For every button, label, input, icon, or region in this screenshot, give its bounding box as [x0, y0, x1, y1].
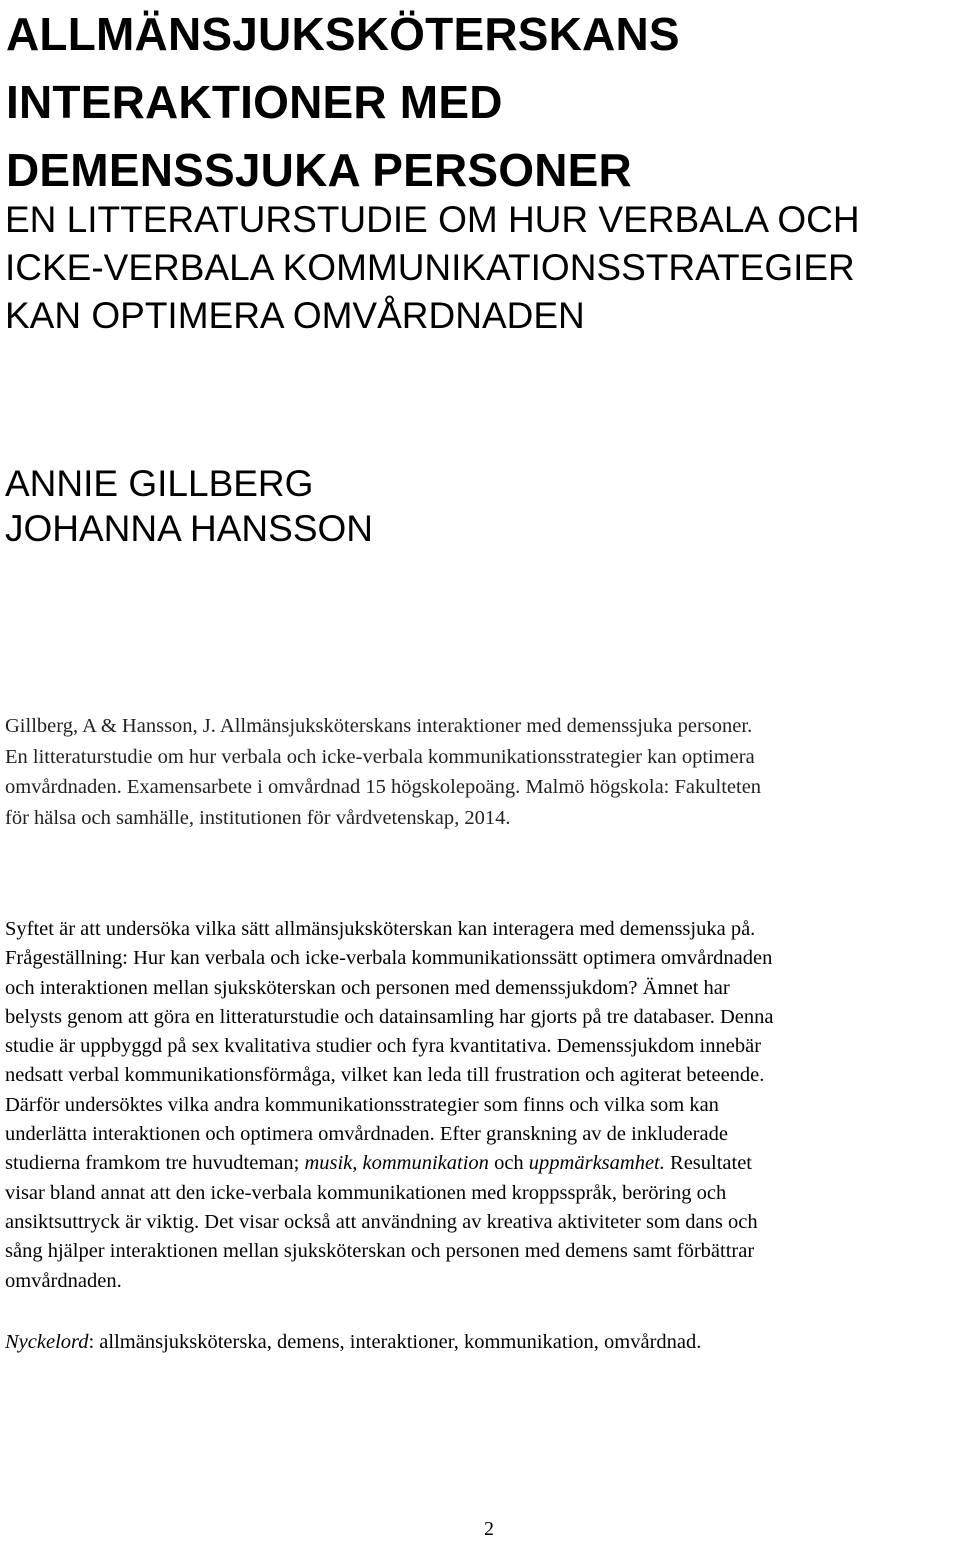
- abstract-line: Därför undersöktes vilka andra kommunikationsstrategier som finns och vilka som kan: [5, 1093, 719, 1116]
- subtitle-line: EN LITTERATURSTUDIE OM HUR VERBALA OCH: [5, 199, 860, 240]
- page-number: 2: [484, 1518, 494, 1540]
- citation-line: Gillberg, A & Hansson, J. Allmänsjuksköterskans interaktioner med demenssjuka personer.: [5, 715, 753, 737]
- title-line: DEMENSSJUKA PERSONER: [6, 144, 632, 196]
- themes-outro: Resultatet: [664, 1152, 752, 1175]
- author-name: ANNIE GILLBERG: [5, 463, 314, 504]
- document-subtitle: [5, 196, 860, 340]
- abstract-line: nedsatt verbal kommunikationsförmåga, vilket kan leda till frustration och agiterat beteende.: [5, 1064, 765, 1087]
- abstract-line: och interaktionen mellan sjuksköterskan och personen med demenssjukdom? Ämnet har: [5, 976, 730, 999]
- themes-conjunction: och: [488, 1152, 529, 1175]
- theme-music-communication: musik, kommunikation: [304, 1152, 489, 1175]
- abstract-line: belysts genom att göra en litteraturstudie och datainsamling har gjorts på tre databaser. Denna: [5, 1005, 774, 1028]
- author-name: JOHANNA HANSSON: [5, 508, 374, 549]
- author-list: [5, 461, 373, 551]
- abstract-line: visar bland annat att den icke-verbala kommunikationen med kroppsspråk, beröring och: [5, 1181, 727, 1204]
- citation-line: för hälsa och samhälle, institutionen för vårdvetenskap, 2014.: [5, 806, 511, 829]
- document-title: [6, 0, 680, 204]
- abstract-line: ansiktsuttryck är viktig. Det visar också att användning av kreativa aktiviteter som dans och: [5, 1210, 758, 1233]
- abstract-line: studie är uppbyggd på sex kvalitativa studier och fyra kvantitativa. Demenssjukdom innebär: [5, 1035, 762, 1058]
- abstract-line: sång hjälper interaktionen mellan sjuksköterskan och personen med demens samt förbättrar: [5, 1240, 755, 1263]
- citation-paragraph: [5, 711, 957, 833]
- abstract-line: Syftet är att undersöka vilka sätt allmänsjuksköterskan kan interagera med demenssjuka på.: [5, 918, 756, 940]
- abstract-line: underlätta interaktionen och optimera omvårdnaden. Efter granskning av de inkluderade: [5, 1123, 728, 1146]
- citation-line: En litteraturstudie om hur verbala och icke-verbala kommunikationsstrategier kan optimera: [5, 745, 755, 768]
- abstract-themes-line: [5, 1149, 957, 1178]
- abstract-line: omvårdnaden.: [5, 1269, 122, 1292]
- title-line: ALLMÄNSJUKSKÖTERSKANS: [6, 8, 680, 60]
- title-line: INTERAKTIONER MED: [6, 76, 503, 128]
- subtitle-line: ICKE-VERBALA KOMMUNIKATIONSSTRATEGIER: [5, 247, 855, 288]
- subtitle-line: KAN OPTIMERA OMVÅRDNADEN: [5, 295, 585, 336]
- citation-line: omvårdnaden. Examensarbete i omvårdnad 15 högskolepoäng. Malmö högskola: Fakulteten: [5, 776, 762, 798]
- theme-attention: uppmärksamhet.: [528, 1152, 665, 1175]
- keywords-line: [5, 1327, 701, 1357]
- abstract-paragraph: [5, 915, 957, 1296]
- abstract-line: Frågeställning: Hur kan verbala och icke-verbala kommunikationssätt optimera omvårdnaden: [5, 947, 773, 970]
- themes-intro: studierna framkom tre huvudteman;: [5, 1152, 305, 1175]
- keywords-list: : allmänsjuksköterska, demens, interaktioner, kommunikation, omvårdnad.: [88, 1331, 702, 1353]
- keywords-label: Nyckelord: [5, 1331, 89, 1353]
